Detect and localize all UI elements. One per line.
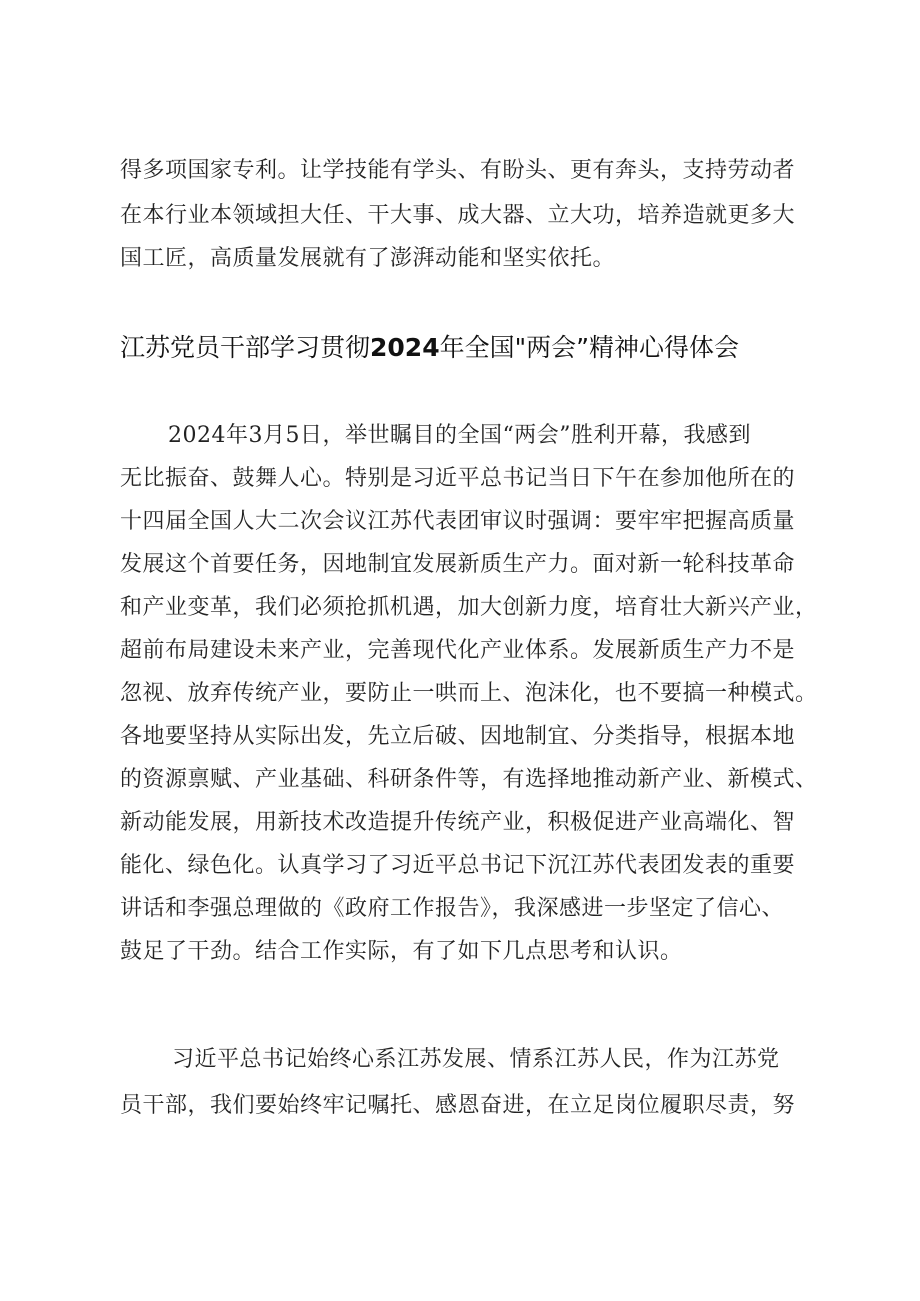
body-text-line: 新动能发展，用新技术改造提升传统产业，积极促进产业高端化、智: [120, 810, 796, 835]
body-text-line: 各地要坚持从实际出发，先立后破、因地制宜、分类指导，根据本地: [120, 724, 796, 749]
body-text-line: 在本行业本领域担大任、干大事、成大器、立大功，培养造就更多大: [120, 203, 796, 228]
body-text-line: 得多项国家专利。让学技能有学头、有盼头、更有奔头，支持劳动者: [120, 158, 796, 183]
body-text-line: 无比振奋、鼓舞人心。特别是习近平总书记当日下午在参加他所在的: [120, 466, 796, 491]
body-text-line: 能化、绿色化。认真学习了习近平总书记下沉江苏代表团发表的重要: [120, 853, 796, 878]
body-text-line: 发展这个首要任务，因地制宜发展新质生产力。面对新一轮科技革命: [120, 552, 796, 577]
body-text-line: 国工匠，高质量发展就有了澎湃动能和坚实依托。: [120, 246, 616, 271]
title-prefix: 江苏党员干部学习贯彻: [120, 333, 371, 362]
body-text-line: 习近平总书记始终心系江苏发展、情系江苏人民，作为江苏党: [172, 1047, 780, 1072]
body-text-line: 和产业变革，我们必须抢抓机遇，加大创新力度，培育壮大新兴产业，: [120, 595, 818, 620]
body-text-line: 员干部，我们要始终牢记嘱托、感恩奋进，在立足岗位履职尽责，努: [120, 1093, 796, 1118]
body-text-line: 讲话和李强总理做的《政府工作报告》，我深感进一步坚定了信心、: [120, 896, 785, 921]
body-text-line: 的资源禀赋、产业基础、科研条件等，有选择地推动新产业、新模式、: [120, 767, 818, 792]
body-text-line: 鼓足了干劲。结合工作实际，有了如下几点思考和认识。: [120, 939, 683, 964]
title-suffix: 年全国"两会”精神心得体会: [439, 333, 740, 362]
title-year: 2024: [370, 333, 440, 362]
body-text-line: 超前布局建设未来产业，完善现代化产业体系。发展新质生产力不是: [120, 638, 796, 663]
article-title: [120, 330, 820, 366]
body-text-line: 忽视、放弃传统产业，要防止一哄而上、泡沫化，也不要搞一种模式。: [120, 681, 818, 706]
body-text-line: 十四届全国人大二次会议江苏代表团审议时强调：要牢牢把握高质量: [120, 509, 796, 534]
body-text-line: 2024年3月5日，举世瞩目的全国“两会”胜利开幕，我感到: [168, 423, 751, 448]
